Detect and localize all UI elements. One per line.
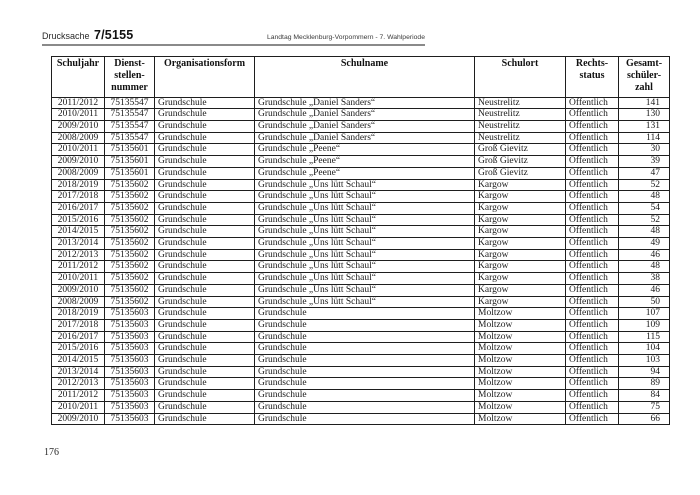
- cell-rechtsstatus: Öffentlich: [566, 144, 619, 156]
- cell-organisationsform: Grundschule: [155, 167, 255, 179]
- cell-organisationsform: Grundschule: [155, 97, 255, 109]
- cell-schulort: Moltzow: [475, 378, 566, 390]
- cell-schulname: Grundschule: [255, 355, 475, 367]
- table-row: [52, 284, 670, 296]
- table-row: [52, 121, 670, 133]
- cell-schulort: Moltzow: [475, 331, 566, 343]
- cell-schulort: Groß Gievitz: [475, 156, 566, 168]
- cell-gesamtschuelerzahl: 38: [619, 273, 670, 285]
- cell-schuljahr: 2018/2019: [52, 308, 105, 320]
- cell-gesamtschuelerzahl: 30: [619, 144, 670, 156]
- column-header-dienststellennummer: Dienst- stellen- nummer: [105, 57, 155, 98]
- cell-schulort: Neustrelitz: [475, 121, 566, 133]
- cell-schulname: Grundschule „Peene“: [255, 144, 475, 156]
- cell-organisationsform: Grundschule: [155, 179, 255, 191]
- cell-gesamtschuelerzahl: 75: [619, 401, 670, 413]
- cell-gesamtschuelerzahl: 46: [619, 249, 670, 261]
- table-row: [52, 296, 670, 308]
- table-row: [52, 308, 670, 320]
- cell-dienststellennummer: 75135602: [105, 284, 155, 296]
- cell-dienststellennummer: 75135603: [105, 343, 155, 355]
- cell-schulort: Neustrelitz: [475, 109, 566, 121]
- cell-organisationsform: Grundschule: [155, 401, 255, 413]
- cell-gesamtschuelerzahl: 89: [619, 378, 670, 390]
- cell-rechtsstatus: Öffentlich: [566, 378, 619, 390]
- table-row: [52, 401, 670, 413]
- cell-dienststellennummer: 75135601: [105, 156, 155, 168]
- cell-schulort: Moltzow: [475, 343, 566, 355]
- header-right-text: Landtag Mecklenburg-Vorpommern - 7. Wahlperiode: [266, 34, 425, 41]
- table-body: [52, 97, 670, 425]
- table-row: [52, 167, 670, 179]
- cell-gesamtschuelerzahl: 109: [619, 319, 670, 331]
- cell-organisationsform: Grundschule: [155, 191, 255, 203]
- cell-dienststellennummer: 75135547: [105, 132, 155, 144]
- cell-schulort: Moltzow: [475, 355, 566, 367]
- cell-organisationsform: Grundschule: [155, 366, 255, 378]
- cell-dienststellennummer: 75135602: [105, 226, 155, 238]
- cell-schulname: Grundschule „Uns lütt Schaul“: [255, 226, 475, 238]
- cell-rechtsstatus: Öffentlich: [566, 284, 619, 296]
- cell-schulort: Moltzow: [475, 366, 566, 378]
- table-row: [52, 202, 670, 214]
- cell-organisationsform: Grundschule: [155, 121, 255, 133]
- table-row: [52, 261, 670, 273]
- cell-dienststellennummer: 75135603: [105, 366, 155, 378]
- cell-schuljahr: 2014/2015: [52, 355, 105, 367]
- cell-schuljahr: 2010/2011: [52, 401, 105, 413]
- cell-dienststellennummer: 75135602: [105, 202, 155, 214]
- cell-gesamtschuelerzahl: 141: [619, 97, 670, 109]
- column-header-rechtsstatus: Rechts- status: [566, 57, 619, 98]
- cell-schulort: Moltzow: [475, 413, 566, 425]
- cell-schulname: Grundschule: [255, 331, 475, 343]
- cell-schuljahr: 2009/2010: [52, 121, 105, 133]
- cell-organisationsform: Grundschule: [155, 319, 255, 331]
- school-statistics-table: [51, 56, 670, 425]
- cell-gesamtschuelerzahl: 84: [619, 390, 670, 402]
- table-row: [52, 390, 670, 402]
- cell-gesamtschuelerzahl: 50: [619, 296, 670, 308]
- cell-schulort: Groß Gievitz: [475, 144, 566, 156]
- table-row: [52, 331, 670, 343]
- cell-schulname: Grundschule „Daniel Sanders“: [255, 109, 475, 121]
- cell-organisationsform: Grundschule: [155, 261, 255, 273]
- table-row: [52, 319, 670, 331]
- cell-dienststellennummer: 75135602: [105, 238, 155, 250]
- cell-gesamtschuelerzahl: 131: [619, 121, 670, 133]
- cell-schulort: Kargow: [475, 202, 566, 214]
- cell-rechtsstatus: Öffentlich: [566, 319, 619, 331]
- cell-rechtsstatus: Öffentlich: [566, 390, 619, 402]
- table-row: [52, 191, 670, 203]
- cell-schuljahr: 2009/2010: [52, 156, 105, 168]
- cell-schuljahr: 2010/2011: [52, 273, 105, 285]
- cell-gesamtschuelerzahl: 49: [619, 238, 670, 250]
- cell-schuljahr: 2009/2010: [52, 284, 105, 296]
- cell-schulname: Grundschule: [255, 378, 475, 390]
- cell-schuljahr: 2010/2011: [52, 144, 105, 156]
- cell-rechtsstatus: Öffentlich: [566, 156, 619, 168]
- cell-schulname: Grundschule „Uns lütt Schaul“: [255, 249, 475, 261]
- cell-schulname: Grundschule „Daniel Sanders“: [255, 97, 475, 109]
- cell-schuljahr: 2017/2018: [52, 191, 105, 203]
- cell-schuljahr: 2011/2012: [52, 97, 105, 109]
- cell-rechtsstatus: Öffentlich: [566, 109, 619, 121]
- cell-schuljahr: 2009/2010: [52, 413, 105, 425]
- cell-schulort: Neustrelitz: [475, 97, 566, 109]
- doc-id: [42, 26, 133, 44]
- document-header: [42, 26, 425, 44]
- cell-organisationsform: Grundschule: [155, 413, 255, 425]
- cell-rechtsstatus: Öffentlich: [566, 226, 619, 238]
- cell-schuljahr: 2016/2017: [52, 331, 105, 343]
- cell-dienststellennummer: 75135603: [105, 413, 155, 425]
- cell-organisationsform: Grundschule: [155, 296, 255, 308]
- cell-schulname: Grundschule „Uns lütt Schaul“: [255, 179, 475, 191]
- cell-dienststellennummer: 75135602: [105, 296, 155, 308]
- table-row: [52, 144, 670, 156]
- cell-gesamtschuelerzahl: 115: [619, 331, 670, 343]
- table-row: [52, 97, 670, 109]
- cell-schulname: Grundschule: [255, 343, 475, 355]
- cell-dienststellennummer: 75135602: [105, 261, 155, 273]
- cell-rechtsstatus: Öffentlich: [566, 355, 619, 367]
- cell-organisationsform: Grundschule: [155, 331, 255, 343]
- cell-rechtsstatus: Öffentlich: [566, 413, 619, 425]
- cell-schulname: Grundschule „Uns lütt Schaul“: [255, 238, 475, 250]
- cell-dienststellennummer: 75135603: [105, 355, 155, 367]
- cell-organisationsform: Grundschule: [155, 202, 255, 214]
- cell-schuljahr: 2011/2012: [52, 390, 105, 402]
- table-row: [52, 132, 670, 144]
- cell-schuljahr: 2013/2014: [52, 366, 105, 378]
- cell-schulname: Grundschule „Peene“: [255, 167, 475, 179]
- cell-organisationsform: Grundschule: [155, 109, 255, 121]
- table-head: [52, 57, 670, 98]
- cell-dienststellennummer: 75135602: [105, 191, 155, 203]
- cell-dienststellennummer: 75135603: [105, 401, 155, 413]
- cell-rechtsstatus: Öffentlich: [566, 261, 619, 273]
- table-row: [52, 214, 670, 226]
- doc-label: Drucksache: [42, 31, 90, 41]
- cell-organisationsform: Grundschule: [155, 249, 255, 261]
- cell-schulname: Grundschule „Uns lütt Schaul“: [255, 296, 475, 308]
- cell-rechtsstatus: Öffentlich: [566, 249, 619, 261]
- cell-gesamtschuelerzahl: 66: [619, 413, 670, 425]
- cell-gesamtschuelerzahl: 130: [619, 109, 670, 121]
- cell-rechtsstatus: Öffentlich: [566, 366, 619, 378]
- table-row: [52, 179, 670, 191]
- cell-schulname: Grundschule „Uns lütt Schaul“: [255, 284, 475, 296]
- cell-schulort: Moltzow: [475, 401, 566, 413]
- cell-dienststellennummer: 75135603: [105, 390, 155, 402]
- cell-gesamtschuelerzahl: 54: [619, 202, 670, 214]
- cell-rechtsstatus: Öffentlich: [566, 191, 619, 203]
- cell-schuljahr: 2014/2015: [52, 226, 105, 238]
- cell-dienststellennummer: 75135601: [105, 144, 155, 156]
- cell-schulort: Kargow: [475, 284, 566, 296]
- cell-schuljahr: 2013/2014: [52, 238, 105, 250]
- table-row: [52, 355, 670, 367]
- cell-schuljahr: 2017/2018: [52, 319, 105, 331]
- cell-schulort: Groß Gievitz: [475, 167, 566, 179]
- cell-schulort: Neustrelitz: [475, 132, 566, 144]
- cell-schulort: Kargow: [475, 249, 566, 261]
- table-row: [52, 413, 670, 425]
- cell-schuljahr: 2008/2009: [52, 167, 105, 179]
- cell-schulort: Moltzow: [475, 308, 566, 320]
- cell-schuljahr: 2011/2012: [52, 261, 105, 273]
- cell-gesamtschuelerzahl: 114: [619, 132, 670, 144]
- column-header-organisationsform: Organisationsform: [155, 57, 255, 98]
- cell-gesamtschuelerzahl: 103: [619, 355, 670, 367]
- cell-organisationsform: Grundschule: [155, 273, 255, 285]
- table-row: [52, 249, 670, 261]
- cell-schulort: Kargow: [475, 214, 566, 226]
- cell-rechtsstatus: Öffentlich: [566, 238, 619, 250]
- cell-dienststellennummer: 75135601: [105, 167, 155, 179]
- cell-rechtsstatus: Öffentlich: [566, 331, 619, 343]
- cell-organisationsform: Grundschule: [155, 308, 255, 320]
- cell-dienststellennummer: 75135603: [105, 319, 155, 331]
- cell-rechtsstatus: Öffentlich: [566, 214, 619, 226]
- cell-rechtsstatus: Öffentlich: [566, 132, 619, 144]
- cell-rechtsstatus: Öffentlich: [566, 308, 619, 320]
- cell-organisationsform: Grundschule: [155, 284, 255, 296]
- cell-schulname: Grundschule „Daniel Sanders“: [255, 132, 475, 144]
- cell-schulort: Kargow: [475, 191, 566, 203]
- cell-schuljahr: 2016/2017: [52, 202, 105, 214]
- cell-schulname: Grundschule: [255, 308, 475, 320]
- cell-schulname: Grundschule „Uns lütt Schaul“: [255, 273, 475, 285]
- header-rule: [42, 44, 425, 46]
- cell-schulort: Moltzow: [475, 319, 566, 331]
- cell-rechtsstatus: Öffentlich: [566, 296, 619, 308]
- cell-organisationsform: Grundschule: [155, 144, 255, 156]
- table-row: [52, 238, 670, 250]
- cell-rechtsstatus: Öffentlich: [566, 97, 619, 109]
- cell-dienststellennummer: 75135547: [105, 121, 155, 133]
- column-header-schulort: Schulort: [475, 57, 566, 98]
- cell-rechtsstatus: Öffentlich: [566, 343, 619, 355]
- cell-dienststellennummer: 75135603: [105, 308, 155, 320]
- cell-schuljahr: 2008/2009: [52, 132, 105, 144]
- cell-rechtsstatus: Öffentlich: [566, 179, 619, 191]
- cell-schulort: Kargow: [475, 226, 566, 238]
- cell-gesamtschuelerzahl: 47: [619, 167, 670, 179]
- column-header-gesamtschuelerzahl: Gesamt- schüler- zahl: [619, 57, 670, 98]
- cell-rechtsstatus: Öffentlich: [566, 121, 619, 133]
- cell-organisationsform: Grundschule: [155, 132, 255, 144]
- cell-schulort: Kargow: [475, 273, 566, 285]
- cell-organisationsform: Grundschule: [155, 378, 255, 390]
- table-row: [52, 366, 670, 378]
- page-number: 176: [44, 447, 59, 458]
- cell-gesamtschuelerzahl: 46: [619, 284, 670, 296]
- cell-dienststellennummer: 75135603: [105, 378, 155, 390]
- cell-schuljahr: 2015/2016: [52, 343, 105, 355]
- cell-schuljahr: 2018/2019: [52, 179, 105, 191]
- cell-schulort: Kargow: [475, 238, 566, 250]
- cell-schuljahr: 2008/2009: [52, 296, 105, 308]
- cell-rechtsstatus: Öffentlich: [566, 273, 619, 285]
- table-row: [52, 109, 670, 121]
- cell-organisationsform: Grundschule: [155, 226, 255, 238]
- cell-gesamtschuelerzahl: 48: [619, 226, 670, 238]
- cell-dienststellennummer: 75135602: [105, 273, 155, 285]
- cell-gesamtschuelerzahl: 48: [619, 191, 670, 203]
- cell-rechtsstatus: Öffentlich: [566, 401, 619, 413]
- table-row: [52, 273, 670, 285]
- column-header-schulname: Schulname: [255, 57, 475, 98]
- cell-gesamtschuelerzahl: 48: [619, 261, 670, 273]
- doc-number: 7/5155: [93, 28, 134, 42]
- cell-schuljahr: 2012/2013: [52, 249, 105, 261]
- cell-dienststellennummer: 75135547: [105, 97, 155, 109]
- column-header-schuljahr: Schuljahr: [52, 57, 105, 98]
- cell-schulname: Grundschule „Uns lütt Schaul“: [255, 261, 475, 273]
- cell-rechtsstatus: Öffentlich: [566, 202, 619, 214]
- cell-organisationsform: Grundschule: [155, 214, 255, 226]
- cell-schulname: Grundschule „Uns lütt Schaul“: [255, 202, 475, 214]
- cell-gesamtschuelerzahl: 107: [619, 308, 670, 320]
- cell-schuljahr: 2010/2011: [52, 109, 105, 121]
- cell-schulname: Grundschule: [255, 401, 475, 413]
- cell-dienststellennummer: 75135547: [105, 109, 155, 121]
- table-row: [52, 226, 670, 238]
- cell-gesamtschuelerzahl: 104: [619, 343, 670, 355]
- cell-schulname: Grundschule „Uns lütt Schaul“: [255, 214, 475, 226]
- cell-schulname: Grundschule: [255, 390, 475, 402]
- cell-schulname: Grundschule: [255, 366, 475, 378]
- table-header-row: [52, 57, 670, 98]
- cell-organisationsform: Grundschule: [155, 156, 255, 168]
- cell-dienststellennummer: 75135603: [105, 331, 155, 343]
- cell-schulname: Grundschule „Uns lütt Schaul“: [255, 191, 475, 203]
- cell-schulname: Grundschule: [255, 413, 475, 425]
- cell-gesamtschuelerzahl: 94: [619, 366, 670, 378]
- cell-schuljahr: 2015/2016: [52, 214, 105, 226]
- cell-organisationsform: Grundschule: [155, 390, 255, 402]
- table-row: [52, 343, 670, 355]
- cell-gesamtschuelerzahl: 52: [619, 214, 670, 226]
- cell-schulname: Grundschule „Peene“: [255, 156, 475, 168]
- cell-schuljahr: 2012/2013: [52, 378, 105, 390]
- cell-gesamtschuelerzahl: 39: [619, 156, 670, 168]
- cell-organisationsform: Grundschule: [155, 343, 255, 355]
- cell-dienststellennummer: 75135602: [105, 249, 155, 261]
- cell-schulort: Kargow: [475, 296, 566, 308]
- table-row: [52, 378, 670, 390]
- cell-schulort: Moltzow: [475, 390, 566, 402]
- cell-schulname: Grundschule: [255, 319, 475, 331]
- cell-schulort: Kargow: [475, 179, 566, 191]
- cell-schulort: Kargow: [475, 261, 566, 273]
- table-row: [52, 156, 670, 168]
- cell-rechtsstatus: Öffentlich: [566, 167, 619, 179]
- cell-gesamtschuelerzahl: 52: [619, 179, 670, 191]
- cell-dienststellennummer: 75135602: [105, 179, 155, 191]
- cell-schulname: Grundschule „Daniel Sanders“: [255, 121, 475, 133]
- cell-dienststellennummer: 75135602: [105, 214, 155, 226]
- cell-organisationsform: Grundschule: [155, 238, 255, 250]
- cell-organisationsform: Grundschule: [155, 355, 255, 367]
